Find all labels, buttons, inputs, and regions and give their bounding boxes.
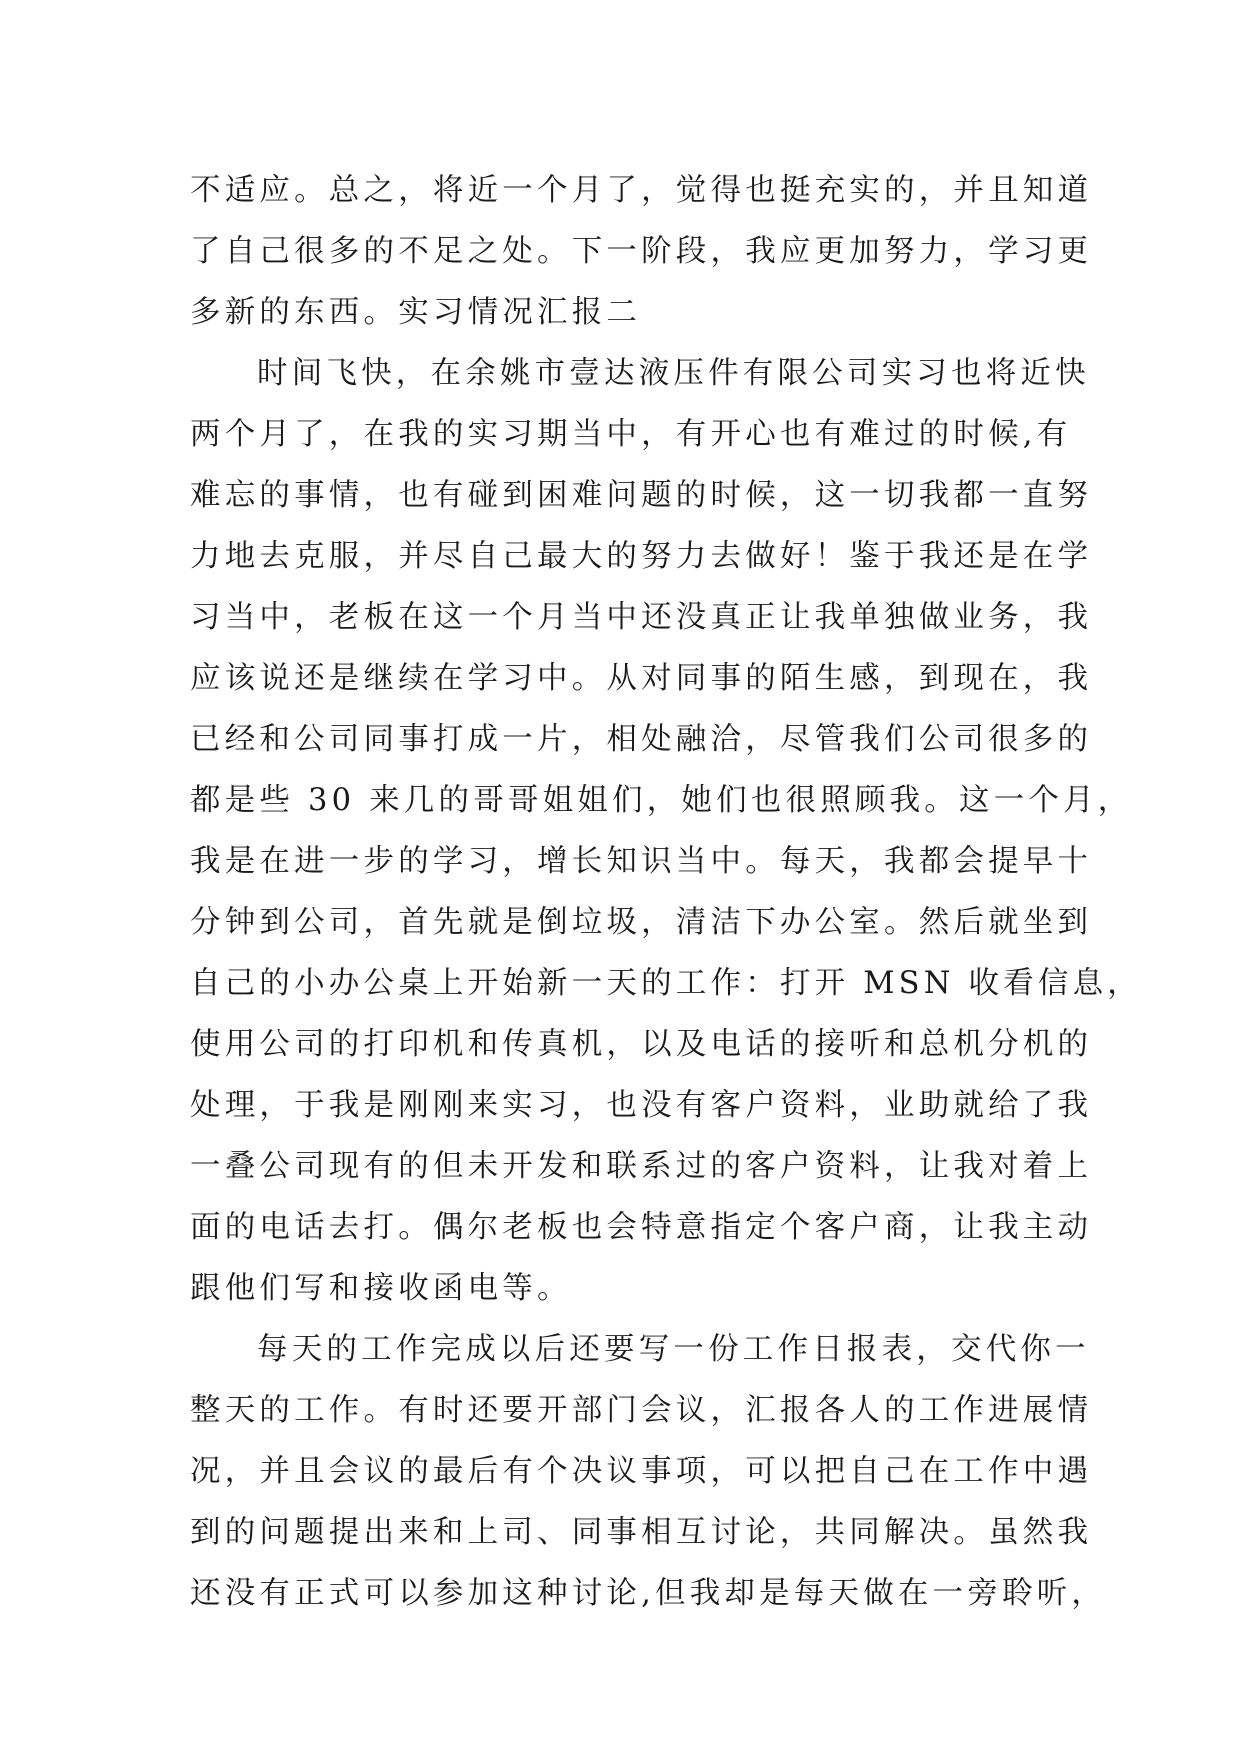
text-line: 一叠公司现有的但未开发和联系过的客户资料，让我对着上 <box>190 1149 1093 1184</box>
text-line: 习当中，老板在这一个月当中还没真正让我单独做业务，我 <box>190 600 1093 635</box>
text-line: 难忘的事情，也有碰到困难问题的时候，这一切我都一直努 <box>190 478 1093 513</box>
paragraph-start-line: 每天的工作完成以后还要写一份工作日报表，交代你一 <box>257 1332 1090 1367</box>
body-text <box>190 160 1143 1624</box>
text-line: 分钟到公司，首先就是倒垃圾，清洁下办公室。然后就坐到 <box>190 905 1093 940</box>
text-line: 不适应。总之，将近一个月了，觉得也挺充实的，并且知道 <box>190 173 1093 208</box>
text-line: 我是在进一步的学习，增长知识当中。每天，我都会提早十 <box>190 844 1093 879</box>
text-line: 两个月了，在我的实习期当中，有开心也有难过的时候,有 <box>190 417 1072 452</box>
text-line: 自己的小办公桌上开始新一天的工作：打开 MSN 收看信息， <box>190 966 1143 1001</box>
text-line: 处理，于我是刚刚来实习，也没有客户资料，业助就给了我 <box>190 1088 1093 1123</box>
text-line: 了自己很多的不足之处。下一阶段，我应更加努力，学习更 <box>190 234 1093 269</box>
text-line: 使用公司的打印机和传真机，以及电话的接听和总机分机的 <box>190 1027 1093 1062</box>
text-line: 况，并且会议的最后有个决议事项，可以把自己在工作中遇 <box>190 1454 1093 1489</box>
text-line: 已经和公司同事打成一片，相处融洽，尽管我们公司很多的 <box>190 722 1093 757</box>
text-line: 还没有正式可以参加这种讨论,但我却是每天做在一旁聆听， <box>190 1576 1107 1611</box>
text-line: 面的电话去打。偶尔老板也会特意指定个客户商，让我主动 <box>190 1210 1093 1245</box>
text-line: 都是些 30 来几的哥哥姐姐们，她们也很照顾我。这一个月， <box>190 783 1133 818</box>
text-line: 多新的东西。实习情况汇报二 <box>190 295 642 330</box>
text-line: 整天的工作。有时还要开部门会议，汇报各人的工作进展情 <box>190 1393 1093 1428</box>
text-line: 应该说还是继续在学习中。从对同事的陌生感，到现在，我 <box>190 661 1093 696</box>
text-line: 到的问题提出来和上司、同事相互讨论，共同解决。虽然我 <box>190 1515 1093 1550</box>
text-line: 跟他们写和接收函电等。 <box>190 1271 572 1306</box>
paragraph-start-line: 时间飞快，在余姚市壹达液压件有限公司实习也将近快 <box>257 356 1090 391</box>
text-line: 力地去克服，并尽自己最大的努力去做好！鉴于我还是在学 <box>190 539 1093 574</box>
